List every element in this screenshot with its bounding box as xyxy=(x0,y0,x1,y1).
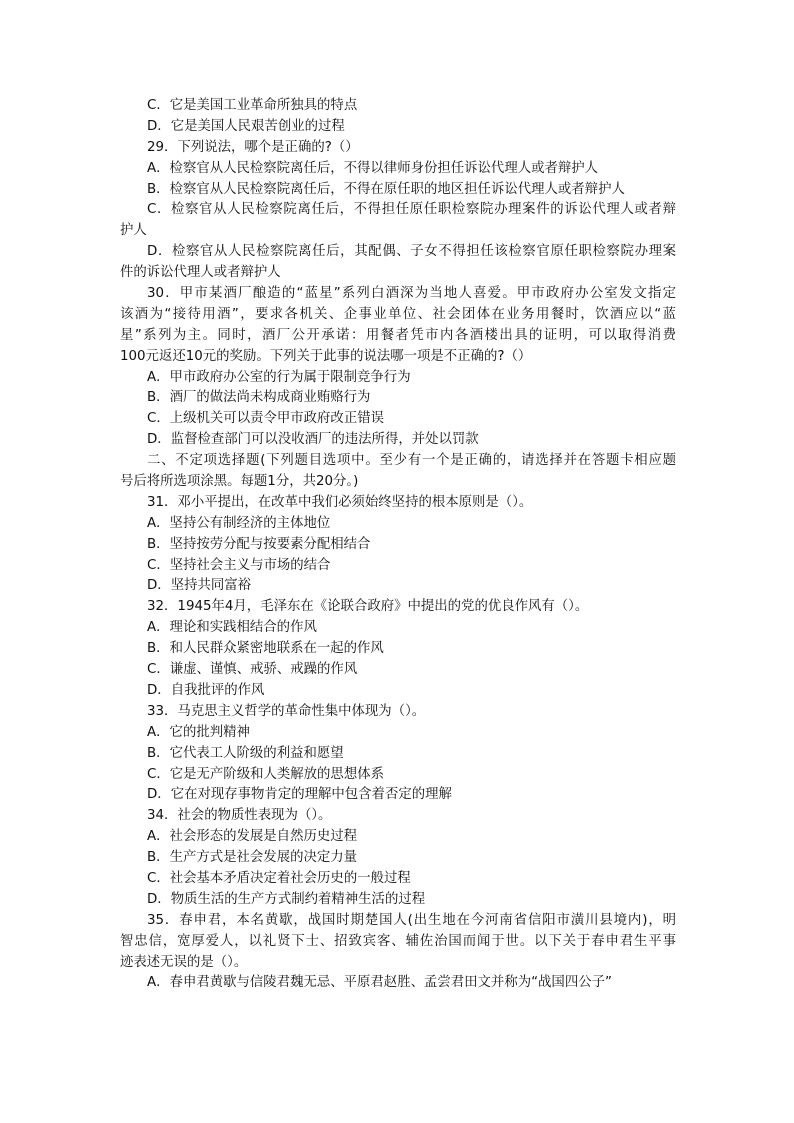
text-line: B．和人民群众紧密地联系在一起的作风 xyxy=(147,641,384,657)
text-line: C．谦虚、谨慎、戒骄、戒躁的作风 xyxy=(147,662,358,678)
text-line: C．坚持社会主义与市场的结合 xyxy=(147,557,331,573)
text-line: B．酒厂的做法尚未构成商业贿赂行为 xyxy=(147,390,371,406)
text-line: 29．下列说法，哪个是正确的?（） xyxy=(147,139,359,155)
text-line: D．它是美国人民艰苦创业的过程 xyxy=(147,118,345,134)
text-line: 100元返还10元的奖励。下列关于此事的说法哪一项是不正确的?（） xyxy=(120,348,532,364)
text-line: 智忠信，宽厚爱人，以礼贤下士、招致宾客、辅佐治国而闻于世。以下关于春申君生平事 xyxy=(120,933,676,949)
text-line: B．它代表工人阶级的利益和愿望 xyxy=(147,745,344,761)
text-line: D．检察官从人民检察院离任后，其配偶、子女不得担任该检察官原任职检察院办理案 xyxy=(147,244,676,260)
text-line: D．坚持共同富裕 xyxy=(147,578,252,594)
text-line: A．社会形态的发展是自然历史过程 xyxy=(147,829,358,845)
text-line: D．自我批评的作风 xyxy=(147,682,265,698)
text-line: D．它在对现存事物肯定的理解中包含着否定的理解 xyxy=(147,787,452,803)
text-line: D．物质生活的生产方式制约着精神生活的过程 xyxy=(147,891,426,907)
text-line: C．它是美国工业革命所独具的特点 xyxy=(147,98,358,113)
document-page xyxy=(120,96,676,994)
text-line: D．监督检查部门可以没收酒厂的违法所得，并处以罚款 xyxy=(147,432,479,448)
text-line: A．春申君黄歇与信陵君魏无忌、平原君赵胜、孟尝君田文并称为“战国四公子” xyxy=(147,975,612,991)
text-line: 星”系列为主。同时，酒厂公开承诺：用餐者凭市内各酒楼出具的证明，可以取得消费 xyxy=(120,327,676,343)
text-line: 30．甲市某酒厂酿造的“蓝星”系列白酒深为当地人喜爱。甲市政府办公室发文指定 xyxy=(147,286,676,302)
text-line: 迹表述无误的是（）。 xyxy=(120,954,248,970)
text-line: C．它是无产阶级和人类解放的思想体系 xyxy=(147,766,384,782)
text-line: A．检察官从人民检察院离任后，不得以律师身份担任诉讼代理人或者辩护人 xyxy=(147,160,599,176)
text-line: C．社会基本矛盾决定着社会历史的一般过程 xyxy=(147,870,411,886)
text-line: B．生产方式是社会发展的决定力量 xyxy=(147,850,358,866)
text-line: 号后将所选项涂黑。每题1分，共20分。) xyxy=(120,474,359,490)
text-line: 35．春申君，本名黄歇，战国时期楚国人(出生地在今河南省信阳市潢川县境内)，明 xyxy=(147,912,676,928)
text-line: C．检察官从人民检察院离任后，不得担任原任职检察院办理案件的诉讼代理人或者辩 xyxy=(147,202,676,218)
text-line: B．坚持按劳分配与按要素分配相结合 xyxy=(147,536,371,552)
text-line: A．它的批判精神 xyxy=(147,724,250,740)
text-line: A．理论和实践相结合的作风 xyxy=(147,620,317,636)
text-line: B．检察官从人民检察院离任后，不得在原任职的地区担任诉讼代理人或者辩护人 xyxy=(147,181,625,197)
text-line: 二、不定项选择题(下列题目选项中。至少有一个是正确的，请选择并在答题卡相应题 xyxy=(147,453,676,469)
text-line: 34．社会的物质性表现为（）。 xyxy=(147,808,332,824)
text-line: 32．1945年4月，毛泽东在《论联合政府》中提出的党的优良作风有（）。 xyxy=(147,599,589,615)
text-line: 该酒为“接待用酒”，要求各机关、企事业单位、社会团体在业务用餐时，饮酒应以“蓝 xyxy=(120,306,676,322)
text-line: A．坚持公有制经济的主体地位 xyxy=(147,515,331,531)
text-line: 护人 xyxy=(120,223,147,239)
text-line: 件的诉讼代理人或者辩护人 xyxy=(120,265,281,281)
text-line: 33．马克思主义哲学的革命性集中体现为（）。 xyxy=(147,703,426,719)
text-line: C．上级机关可以责令甲市政府改正错误 xyxy=(147,411,384,427)
text-line: 31．邓小平提出，在改革中我们必须始终坚持的根本原则是（）。 xyxy=(147,494,533,510)
text-line: A．甲市政府办公室的行为属于限制竞争行为 xyxy=(147,369,411,385)
